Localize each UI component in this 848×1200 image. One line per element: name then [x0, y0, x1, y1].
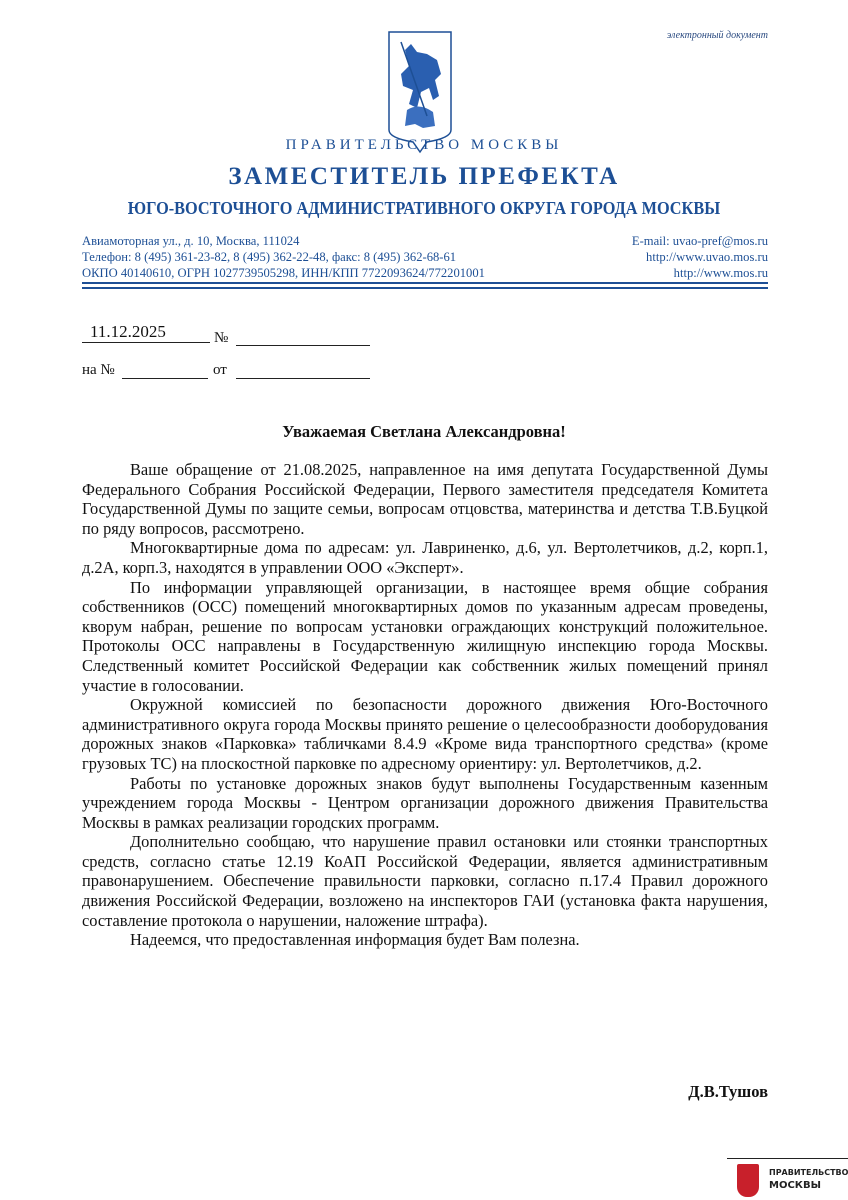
- government-title: ПРАВИТЕЛЬСТВО МОСКВЫ: [285, 137, 563, 153]
- district-title: ЮГО-ВОСТОЧНОГО АДМИНИСТРАТИВНОГО ОКРУГА ГОРОДА МОСКВЫ: [127, 198, 721, 218]
- codes: ОКПО 40140610, ОГРН 1027739505298, ИНН/КПП 7722093624/772201001: [82, 266, 485, 280]
- paragraph: Дополнительно сообщаю, что нарушение правил остановки или стоянки транспортных средств, согласно статье 12.19 КоАП Российской Федерации, является административным правонарушением. Обеспечение правильности парковки, согласно п.17.4 Правил дорожного движения Российской Федерации, возложено на инспекторов ГАИ (установка факта нарушения, составление протокола о нарушении, наложение штрафа).: [82, 832, 768, 930]
- paragraph: Надеемся, что предоставленная информация будет Вам полезна.: [130, 930, 580, 950]
- moscow-coat-of-arms-icon: [387, 30, 453, 154]
- from-label: от: [213, 362, 227, 378]
- electronic-document-label: электронный документ: [666, 30, 768, 41]
- email: E-mail: uvao-pref@mos.ru: [631, 234, 768, 248]
- header-divider: [82, 282, 768, 284]
- coat-of-arms-icon: [737, 1164, 759, 1197]
- in-reply-label: на №: [82, 362, 115, 378]
- moscow-government-logo: [727, 1158, 848, 1200]
- contact-right: [560, 233, 768, 281]
- position-title: ЗАМЕСТИТЕЛЬ ПРЕФЕКТА: [228, 163, 620, 190]
- header-divider: [82, 287, 768, 289]
- number-label: №: [214, 330, 229, 346]
- signature: Д.В.Тушов: [688, 1082, 768, 1101]
- phone: Телефон: 8 (495) 361-23-82, 8 (495) 362-22-48, факс: 8 (495) 362-68-61: [82, 250, 457, 264]
- site-mos: http://www.mos.ru: [673, 266, 768, 280]
- in-reply-number-field: [122, 362, 208, 379]
- paragraph: Ваше обращение от 21.08.2025, направленное на имя депутата Государственной Думы Федерального Собрания Российской Федерации, Первого заместителя председателя Комитета Государственной Думы по защите семьи, вопросам отцовства, материнства и детства Т.В.Буцкой по ряду вопросов, рассмотрено.: [82, 460, 768, 538]
- registration-date: 11.12.2025: [82, 322, 210, 343]
- address: Авиамоторная ул., д. 10, Москва, 111024: [82, 234, 300, 248]
- letter-body: [82, 460, 768, 950]
- greeting: Уважаемая Светлана Александровна!: [282, 422, 566, 441]
- paragraph: Работы по установке дорожных знаков будут выполнены Государственным казенным учреждением города Москвы - Центром организации дорожного движения Правительства Москвы в рамках реализации городских программ.: [82, 773, 768, 832]
- contact-left: [82, 233, 485, 281]
- paragraph: Окружной комиссией по безопасности дорожного движения Юго-Восточного административного округа города Москвы принято решение о целесообразности дооборудования дорожных знаков «Парковка» табличками 8.4.9 «Кроме вида транспортного средства» (кроме грузовых ТС) на плоскостной парковке по адресному ориентиру: ул. Вертолетчиков, д.2.: [82, 695, 768, 773]
- paragraph: По информации управляющей организации, в настоящее время общие собрания собственников (ОСС) помещений многоквартирных домов по указанным адресам проведены, кворум набран, решение по вопросам установки ограждающих конструкций положительное. Протоколы ОСС направлены в Государственную жилищную инспекцию города Москвы. Следственный комитет Российской Федерации как собственник жилых помещений принял участие в голосовании.: [82, 577, 768, 695]
- from-date-field: [236, 362, 370, 379]
- number-field: [236, 330, 370, 346]
- logo-line1: ПРАВИТЕЛЬСТВО: [769, 1168, 848, 1177]
- site-uvao: http://www.uvao.mos.ru: [646, 250, 768, 264]
- paragraph: Многоквартирные дома по адресам: ул. Лавриненко, д.6, ул. Вертолетчиков, д.2, корп.1, д.2А, корп.3, находятся в управлении ООО «Эксперт».: [82, 538, 768, 577]
- logo-line2: МОСКВЫ: [769, 1180, 821, 1191]
